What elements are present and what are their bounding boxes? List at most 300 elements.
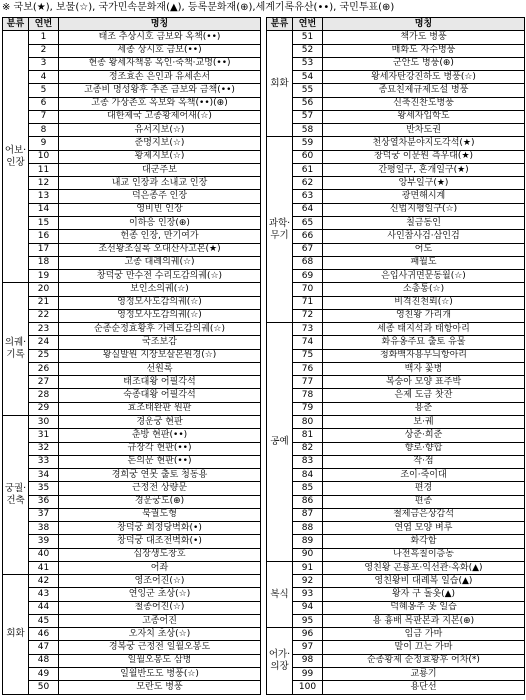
number-cell: 22 — [29, 309, 59, 322]
number-cell: 83 — [293, 455, 323, 468]
number-cell: 42 — [29, 575, 59, 588]
table-row — [267, 668, 525, 681]
table-row — [267, 628, 525, 641]
number-cell: 40 — [29, 548, 59, 561]
number-cell: 99 — [293, 668, 323, 681]
name-cell: 대한제국 고종황제어새(☆) — [59, 110, 261, 123]
number-cell: 5 — [29, 84, 59, 97]
table-row — [3, 575, 261, 588]
name-cell: 영친왕 가리개 — [323, 309, 525, 322]
number-cell: 35 — [29, 482, 59, 495]
table-row — [3, 31, 261, 44]
number-cell: 8 — [29, 124, 59, 137]
name-cell: 복숭아 모양 표주박 — [323, 376, 525, 389]
number-cell: 18 — [29, 256, 59, 269]
table-row — [3, 283, 261, 296]
table-row — [3, 44, 261, 57]
name-cell: 춘방 현판(••) — [59, 429, 261, 442]
number-cell: 56 — [293, 97, 323, 110]
number-cell: 44 — [29, 601, 59, 614]
name-cell: 연엽 모양 벼루 — [323, 522, 525, 535]
name-cell: 현종 왕세자책봉 옥인·죽책·교명(••) — [59, 57, 261, 70]
number-cell: 29 — [29, 402, 59, 415]
name-cell: 어도 — [323, 243, 525, 256]
table-row — [267, 163, 525, 176]
number-cell: 68 — [293, 256, 323, 269]
table-row — [3, 614, 261, 627]
table-row — [267, 283, 525, 296]
name-cell: 덕은종주 인장 — [59, 190, 261, 203]
table-row — [3, 84, 261, 97]
name-cell: 창덕궁 대조전벽화(•) — [59, 535, 261, 548]
number-cell: 46 — [29, 628, 59, 641]
name-cell: 순종황제 순정효황후 어차(*) — [323, 654, 525, 667]
name-cell: 창덕궁 만수전 수리도감의궤(☆) — [59, 270, 261, 283]
header-category: 분류 — [267, 18, 293, 31]
name-cell: 책가도 병풍 — [323, 31, 525, 44]
table-row — [3, 137, 261, 150]
category-cell: 어가·의장 — [267, 628, 293, 694]
name-cell: 근정전 상량문 — [59, 482, 261, 495]
header-number: 연번 — [29, 18, 59, 31]
table-row — [267, 309, 525, 322]
header-row — [3, 18, 261, 31]
table-row — [3, 323, 261, 336]
header-row — [267, 18, 525, 31]
name-cell: 향로·향합 — [323, 442, 525, 455]
name-cell: 보·궤 — [323, 415, 525, 428]
table-row — [3, 362, 261, 375]
name-cell: 반차도권 — [323, 124, 525, 137]
number-cell: 39 — [29, 535, 59, 548]
name-cell: 임금 가마 — [323, 628, 525, 641]
header-name: 명칭 — [59, 18, 261, 31]
name-cell: 상준·희준 — [323, 429, 525, 442]
name-cell: 말이 끄는 가마 — [323, 641, 525, 654]
table-row — [267, 654, 525, 667]
table-row — [3, 256, 261, 269]
number-cell: 76 — [293, 362, 323, 375]
number-cell: 95 — [293, 614, 323, 627]
number-cell: 24 — [29, 336, 59, 349]
name-cell: 교룡기 — [323, 668, 525, 681]
number-cell: 78 — [293, 389, 323, 402]
table-row — [3, 415, 261, 428]
table-row — [3, 243, 261, 256]
table-row — [3, 522, 261, 535]
table-row — [267, 97, 525, 110]
table-row — [3, 389, 261, 402]
name-cell: 작·점 — [323, 455, 525, 468]
number-cell: 77 — [293, 376, 323, 389]
table-row — [267, 508, 525, 521]
number-cell: 7 — [29, 110, 59, 123]
table-row — [267, 336, 525, 349]
number-cell: 15 — [29, 216, 59, 229]
number-cell: 64 — [293, 203, 323, 216]
name-cell: 신축진찬도병풍 — [323, 97, 525, 110]
name-cell: 영정모사도감의궤(☆) — [59, 296, 261, 309]
number-cell: 71 — [293, 296, 323, 309]
number-cell: 80 — [293, 415, 323, 428]
table-row — [3, 469, 261, 482]
table-row — [267, 442, 525, 455]
number-cell: 61 — [293, 163, 323, 176]
name-cell: 창덕궁 희정당벽화(•) — [59, 522, 261, 535]
number-cell: 73 — [293, 323, 323, 336]
table-row — [267, 588, 525, 601]
name-cell: 조이·죽이대 — [323, 469, 525, 482]
category-cell: 복식 — [267, 561, 293, 627]
name-cell: 모란도 병풍 — [59, 681, 261, 694]
table-row — [3, 110, 261, 123]
number-cell: 57 — [293, 110, 323, 123]
table-row — [3, 230, 261, 243]
table-row — [267, 402, 525, 415]
table-row — [3, 203, 261, 216]
name-cell: 고종비 명성왕후 추존 금보와 금책(••) — [59, 84, 261, 97]
table-row — [267, 84, 525, 97]
table-row — [267, 362, 525, 375]
name-cell: 효조태완판 원판 — [59, 402, 261, 415]
name-cell: 청화백자용무늬항아리 — [323, 349, 525, 362]
table-row — [3, 376, 261, 389]
number-cell: 10 — [29, 150, 59, 163]
number-cell: 6 — [29, 97, 59, 110]
number-cell: 52 — [293, 44, 323, 57]
name-cell: 오자치 초상(☆) — [59, 628, 261, 641]
header-category: 분류 — [3, 18, 29, 31]
number-cell: 62 — [293, 177, 323, 190]
name-cell: 소총통(☆) — [323, 283, 525, 296]
name-cell: 정조효손 은인과 유세손서 — [59, 71, 261, 84]
name-cell: 백자 꽃병 — [323, 362, 525, 375]
table-row — [267, 522, 525, 535]
table-row — [267, 601, 525, 614]
table-row — [267, 137, 525, 150]
name-cell: 유서지보(☆) — [59, 124, 261, 137]
name-cell: 용준 — [323, 402, 525, 415]
legend-note: ※ 국보(★), 보물(☆), 국가민속문화재(▲), 등록문화재(⊕),세계기록유산(••), 국민투표(⊕) — [2, 2, 395, 13]
number-cell: 94 — [293, 601, 323, 614]
number-cell: 88 — [293, 522, 323, 535]
name-cell: 경운궁 현판 — [59, 415, 261, 428]
table-row — [267, 203, 525, 216]
number-cell: 48 — [29, 654, 59, 667]
name-cell: 칠금동인 — [323, 216, 525, 229]
table-row — [267, 349, 525, 362]
name-cell: 십장생도창호 — [59, 548, 261, 561]
number-cell: 74 — [293, 336, 323, 349]
table-row — [3, 309, 261, 322]
name-cell: 철종어진(☆) — [59, 601, 261, 614]
name-cell: 고종 가상존호 옥보와 옥책(••)(⊕) — [59, 97, 261, 110]
category-cell: 과학·무기 — [267, 137, 293, 323]
name-cell: 매화도 자수병풍 — [323, 44, 525, 57]
number-cell: 54 — [293, 71, 323, 84]
name-cell: 경희궁 연못 출토 청동용 — [59, 469, 261, 482]
number-cell: 49 — [29, 668, 59, 681]
number-cell: 51 — [293, 31, 323, 44]
number-cell: 34 — [29, 469, 59, 482]
name-cell: 태조대왕 어필각석 — [59, 376, 261, 389]
category-cell: 회화 — [267, 31, 293, 137]
table-row — [267, 31, 525, 44]
table-row — [267, 296, 525, 309]
table-row — [3, 654, 261, 667]
table-row — [267, 216, 525, 229]
table-row — [267, 429, 525, 442]
name-cell: 비격진천뢰(☆) — [323, 296, 525, 309]
number-cell: 16 — [29, 230, 59, 243]
table-row — [267, 561, 525, 574]
table-row — [267, 57, 525, 70]
table-row — [267, 190, 525, 203]
name-cell: 규장각 현판(••) — [59, 442, 261, 455]
name-cell: 화각함 — [323, 535, 525, 548]
table-row — [3, 296, 261, 309]
number-cell: 27 — [29, 376, 59, 389]
table-row — [267, 243, 525, 256]
table-row — [3, 349, 261, 362]
table-row — [267, 177, 525, 190]
name-cell: 은제 도금 찻잔 — [323, 389, 525, 402]
number-cell: 31 — [29, 429, 59, 442]
name-cell: 영정모사도감의궤(☆) — [59, 309, 261, 322]
number-cell: 92 — [293, 575, 323, 588]
number-cell: 90 — [293, 548, 323, 561]
table-row — [267, 535, 525, 548]
table-row — [3, 668, 261, 681]
name-cell: 어좌 — [59, 561, 261, 574]
artifact-table-left — [2, 17, 261, 695]
name-cell: 국조보감 — [59, 336, 261, 349]
table-row — [3, 163, 261, 176]
table-row — [267, 641, 525, 654]
table-row — [3, 124, 261, 137]
number-cell: 38 — [29, 522, 59, 535]
table-row — [3, 442, 261, 455]
number-cell: 9 — [29, 137, 59, 150]
name-cell: 경복궁 근정전 일월오봉도 — [59, 641, 261, 654]
number-cell: 72 — [293, 309, 323, 322]
table-body-right — [267, 31, 525, 694]
number-cell: 91 — [293, 561, 323, 574]
name-cell: 편종 — [323, 495, 525, 508]
name-cell: 황제지보(☆) — [59, 150, 261, 163]
name-cell: 사인참사검·삼인검 — [323, 230, 525, 243]
table-row — [3, 190, 261, 203]
number-cell: 63 — [293, 190, 323, 203]
number-cell: 2 — [29, 44, 59, 57]
number-cell: 47 — [29, 641, 59, 654]
number-cell: 11 — [29, 163, 59, 176]
name-cell: 이하응 인장(⊕) — [59, 216, 261, 229]
table-row — [267, 469, 525, 482]
table-row — [267, 323, 525, 336]
number-cell: 25 — [29, 349, 59, 362]
table-row — [3, 57, 261, 70]
name-cell: 군안도 병풍(⊕) — [323, 57, 525, 70]
number-cell: 89 — [293, 535, 323, 548]
table-row — [3, 402, 261, 415]
name-cell: 숙종대왕 어필각석 — [59, 389, 261, 402]
table-row — [267, 376, 525, 389]
number-cell: 70 — [293, 283, 323, 296]
table-row — [267, 150, 525, 163]
number-cell: 30 — [29, 415, 59, 428]
number-cell: 23 — [29, 323, 59, 336]
name-cell: 세종 상시호 금보(••) — [59, 44, 261, 57]
number-cell: 26 — [29, 362, 59, 375]
table-row — [267, 110, 525, 123]
table-row — [3, 482, 261, 495]
name-cell: 북궐도형 — [59, 508, 261, 521]
table-row — [3, 601, 261, 614]
name-cell: 보인소의궤(☆) — [59, 283, 261, 296]
table-row — [3, 177, 261, 190]
number-cell: 32 — [29, 442, 59, 455]
header-number: 연번 — [293, 18, 323, 31]
number-cell: 13 — [29, 190, 59, 203]
number-cell: 67 — [293, 243, 323, 256]
name-cell: 은입사귀면문동월(☆) — [323, 270, 525, 283]
number-cell: 55 — [293, 84, 323, 97]
category-cell: 궁궐·건축 — [3, 415, 29, 574]
table-row — [3, 429, 261, 442]
table-row — [3, 455, 261, 468]
table-row — [3, 628, 261, 641]
number-cell: 100 — [293, 681, 323, 694]
table-row — [267, 495, 525, 508]
number-cell: 41 — [29, 561, 59, 574]
table-row — [3, 508, 261, 521]
name-cell: 세종 태지석과 태항아리 — [323, 323, 525, 336]
table-row — [267, 614, 525, 627]
name-cell: 왕세자입학도 — [323, 110, 525, 123]
table-row — [3, 216, 261, 229]
name-cell: 용단선 — [323, 681, 525, 694]
name-cell: 철제금은상감석 — [323, 508, 525, 521]
table-row — [3, 150, 261, 163]
name-cell: 왕실발원 지장보살본원경(☆) — [59, 349, 261, 362]
name-cell: 준명지보(☆) — [59, 137, 261, 150]
table-row — [3, 641, 261, 654]
name-cell: 앙부일구(★) — [323, 177, 525, 190]
name-cell: 창덕궁 이문원 측우대(★) — [323, 150, 525, 163]
number-cell: 87 — [293, 508, 323, 521]
number-cell: 85 — [293, 482, 323, 495]
number-cell: 65 — [293, 216, 323, 229]
table-row — [3, 561, 261, 574]
number-cell: 58 — [293, 124, 323, 137]
table-row — [3, 588, 261, 601]
number-cell: 12 — [29, 177, 59, 190]
number-cell: 17 — [29, 243, 59, 256]
category-cell: 의궤·기록 — [3, 283, 29, 416]
name-cell: 영조어진(☆) — [59, 575, 261, 588]
name-cell: 간평일구, 혼개일구(★) — [323, 163, 525, 176]
table-row — [3, 97, 261, 110]
number-cell: 14 — [29, 203, 59, 216]
number-cell: 59 — [293, 137, 323, 150]
table-row — [267, 575, 525, 588]
table-row — [267, 482, 525, 495]
table-row — [267, 71, 525, 84]
artifact-table-right — [266, 17, 525, 695]
name-cell: 신법지평일구(☆) — [323, 203, 525, 216]
name-cell: 영친왕 곤룡포·익선관·옥화(▲) — [323, 561, 525, 574]
number-cell: 98 — [293, 654, 323, 667]
name-cell: 편경 — [323, 482, 525, 495]
number-cell: 33 — [29, 455, 59, 468]
table-row — [267, 230, 525, 243]
number-cell: 81 — [293, 429, 323, 442]
name-cell: 돈의문 현판(••) — [59, 455, 261, 468]
number-cell: 20 — [29, 283, 59, 296]
table-row — [3, 71, 261, 84]
name-cell: 대군주보 — [59, 163, 261, 176]
name-cell: 조선왕조실록 오대산사고본(★) — [59, 243, 261, 256]
category-cell: 회화 — [3, 575, 29, 694]
table-row — [267, 270, 525, 283]
name-cell: 광면해시계 — [323, 190, 525, 203]
number-cell: 50 — [29, 681, 59, 694]
table-row — [267, 256, 525, 269]
category-cell: 어보·인장 — [3, 31, 29, 283]
table-row — [3, 270, 261, 283]
name-cell: 종묘친제규제도설 병풍 — [323, 84, 525, 97]
name-cell: 일월반도도 병풍(☆) — [59, 668, 261, 681]
name-cell: 영비빈 인장 — [59, 203, 261, 216]
name-cell: 화유옹주묘 출토 유물 — [323, 336, 525, 349]
number-cell: 75 — [293, 349, 323, 362]
name-cell: 나전흑칠이층농 — [323, 548, 525, 561]
name-cell: 천상열차분야지도각석(★) — [323, 137, 525, 150]
number-cell: 43 — [29, 588, 59, 601]
number-cell: 37 — [29, 508, 59, 521]
number-cell: 69 — [293, 270, 323, 283]
name-cell: 고종어진 — [59, 614, 261, 627]
name-cell: 영친왕비 대례복 일습(▲) — [323, 575, 525, 588]
category-cell: 공예 — [267, 323, 293, 562]
number-cell: 86 — [293, 495, 323, 508]
table-row — [3, 336, 261, 349]
name-cell: 선원록 — [59, 362, 261, 375]
number-cell: 60 — [293, 150, 323, 163]
number-cell: 79 — [293, 402, 323, 415]
number-cell: 19 — [29, 270, 59, 283]
number-cell: 1 — [29, 31, 59, 44]
table-row — [267, 44, 525, 57]
name-cell: 왕자 구 돌옷(▲) — [323, 588, 525, 601]
table-row — [3, 535, 261, 548]
number-cell: 96 — [293, 628, 323, 641]
number-cell: 66 — [293, 230, 323, 243]
table-row — [267, 681, 525, 694]
number-cell: 45 — [29, 614, 59, 627]
header-name: 명칭 — [323, 18, 525, 31]
number-cell: 36 — [29, 495, 59, 508]
number-cell: 53 — [293, 57, 323, 70]
table-row — [267, 124, 525, 137]
name-cell: 내교 인장과 소내교 인장 — [59, 177, 261, 190]
number-cell: 84 — [293, 469, 323, 482]
number-cell: 3 — [29, 57, 59, 70]
name-cell: 연잉군 초상(☆) — [59, 588, 261, 601]
number-cell: 82 — [293, 442, 323, 455]
name-cell: 왕세자탄강진하도 병풍(☆) — [323, 71, 525, 84]
